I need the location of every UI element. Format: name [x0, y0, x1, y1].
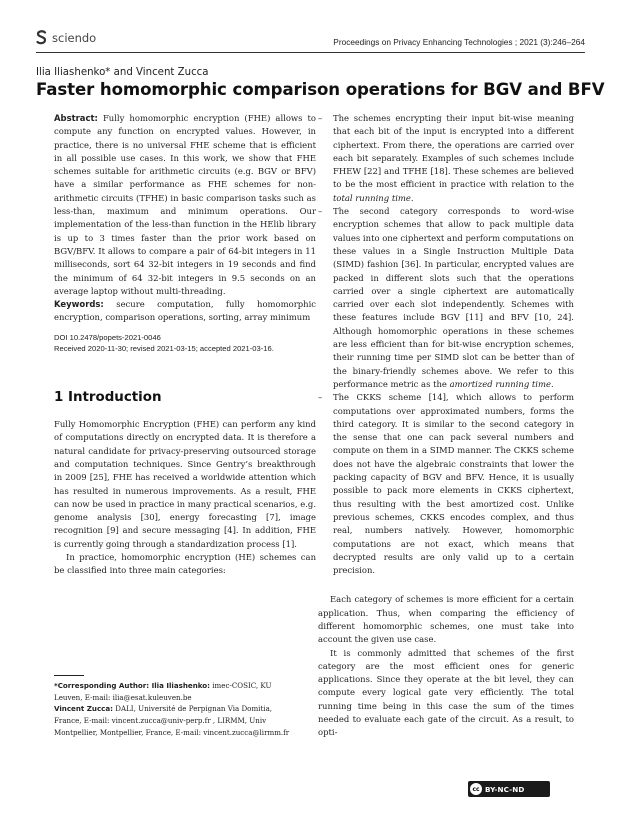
list-dash: –	[318, 113, 323, 123]
cc-license-badge[interactable]	[468, 781, 550, 797]
section-heading: 1 Introduction	[54, 389, 162, 405]
category-item-2	[318, 205, 574, 391]
publisher-name: sciendo	[52, 30, 97, 45]
category-item-2-text	[333, 205, 574, 391]
abstract-text: Fully homomorphic encryption (FHE) allows to compute any function on encrypted values. However, in practice, there is no universal FHE scheme that is efficient in all possible use cases. In this work, we show that FHE schemes suitable for arithmetic circuits (e.g. BGV or BFV) have a similar performance as FHE schemes for non-arithmetic circuits (TFHE) in basic comparison tasks such as less-than, maximum and minimum operations. Our implementation of the less-than function in the HElib library is up to 3 times faster than the prior work based on BGV/BFV. It allows to compare a pair of 64-bit integers in 11 milliseconds, sort 64 32-bit integers in 19 seconds and find the minimum of 64 32-bit integers in 9.5 seconds on an average laptop without multi-threading.	[54, 113, 316, 296]
license-text: BY-NC-ND	[485, 784, 525, 794]
keywords	[54, 298, 316, 325]
journal-citation: Proceedings on Privacy Enhancing Technologies ; 2021 (3):246–264	[333, 37, 585, 47]
creative-commons-icon: cc	[470, 783, 482, 795]
category-item-1	[318, 112, 574, 205]
category-item-3	[318, 391, 574, 577]
footnote-corr-label: *Corresponding Author: Ilia Iliashenko:	[54, 681, 211, 690]
keywords-text: secure computation, fully homomorphic encryption, comparison operations, sorting, array minimum	[54, 299, 317, 323]
category-item-3-text: The CKKS scheme [14], which allows to perform computations over approximated numbers, forms the third category. It is similar to the second category in the sense that one can pack several numbers and compute on them in a SIMD manner. The CKKS scheme does not have the algebraic constraints that lower the packing capacity of BGV and BFV. Hence, it is usually possible to pack more elements in CKKS ciphertext, thus resulting with the best amortized cost. Unlike previous schemes, CKKS encodes complex, and thus real, numbers natively. However, homomorphic computations are not exact, which means that decrypted results are only valid up to a certain precision.	[333, 392, 574, 576]
footnote-second-label: Vincent Zucca:	[54, 704, 114, 714]
list-dash: –	[318, 206, 323, 217]
footnotes	[54, 680, 294, 739]
publisher-logo	[36, 30, 96, 45]
category-item-2-body: The second category corresponds to word-wise encryption schemes that allow to pack multiple data values into one ciphertext and perform computations on these values in a Single Instruction Multiple Data (SIMD) fashion [36]. In particular, encrypted values are packed in different slots such that the operations carried over a single ciphertext are automatically carried over each slot independently. Schemes with these features include BGV [11] and BFV [10, 24]. Although homomorphic operations in these schemes are less efficient than for bit-wise encryption schemes, their running time per SIMD slot can be better than of the binary-friendly schemes above. We refer to this performance metric as the	[333, 206, 574, 389]
category-item-2-emphasis: amortized running time.	[449, 378, 554, 389]
author-line: Ilia Iliashenko* and Vincent Zucca	[36, 67, 209, 78]
right-column	[318, 112, 574, 740]
footnote-rule	[54, 675, 84, 676]
doi[interactable]: DOI 10.2478/popets-2021-0046	[54, 332, 161, 342]
footnote-second-author	[54, 703, 294, 738]
list-dash: –	[318, 392, 323, 403]
abstract-label: Abstract:	[54, 113, 98, 123]
submission-dates: Received 2020-11-30; revised 2021-03-15; accepted 2021-03-16.	[54, 344, 274, 354]
paper-title: Faster homomorphic comparison operations for BGV and BFV	[36, 80, 605, 99]
category-item-1-emphasis: total running time.	[333, 192, 414, 203]
intro-paragraph-1: Fully Homomorphic Encryption (FHE) can perform any kind of computations directly on encrypted data. It is therefore a natural candidate for privacy-preserving outsourced storage and computation techniques. Since Gentry’s breakthrough in 2009 [25], FHE has received a worldwide attention which has resulted in numerous improvements. As a result, FHE can now be used in practice in many practical scenarios, e.g. genome analysis [30], energy forecasting [7], image recognition [9] and secure messaging [4]. In addition, FHE is currently going through a standardization process [1].	[54, 419, 316, 549]
body-paragraph-2: It is commonly admitted that schemes of the first category are the most efficient ones for generic applications. Since they operate at the bit level, they can compute every logical gate very efficiently. The total running time being in this case the sum of the times needed to evaluate each gate of the circuit. As a result, to opti-	[318, 647, 574, 738]
sciendo-logo-icon	[36, 30, 47, 45]
category-item-1-body: The schemes encrypting their input bit-wise meaning that each bit of the input is encrypted into a different ciphertext. From there, the operations are carried over each bit separately. Examples of such schemes include FHEW [22] and TFHE [18]. These schemes are believed to be the most efficient in practice with relation to the	[333, 113, 574, 190]
footnote-second-text: DALI, Université de Perpignan Via Domitia, France, E-mail: vincent.zucca@univ-perp.fr , LIRMM, Univ Montpellier, Montpellier, France, E-mail: vincent.zucca@lirmm.fr	[54, 704, 290, 737]
footnote-corr-text: imec-COSIC, KU Leuven, E-mail: ilia@esat.kuleuven.be	[54, 681, 272, 702]
category-item-1-text	[333, 112, 574, 205]
keywords-label: Keywords:	[54, 299, 104, 310]
left-column	[54, 112, 316, 578]
article-meta	[54, 332, 316, 355]
header-rule	[36, 52, 585, 53]
abstract	[54, 112, 316, 298]
intro-paragraph-2: In practice, homomorphic encryption (HE) schemes can be classified into three main categories:	[54, 552, 316, 576]
footnote-corresponding-author	[54, 680, 294, 703]
body-paragraph-1: Each category of schemes is more efficient for a certain application. Thus, when comparing the efficiency of different homomorphic schemes, one must take into account the given use case.	[318, 594, 574, 645]
page-header	[36, 24, 585, 54]
